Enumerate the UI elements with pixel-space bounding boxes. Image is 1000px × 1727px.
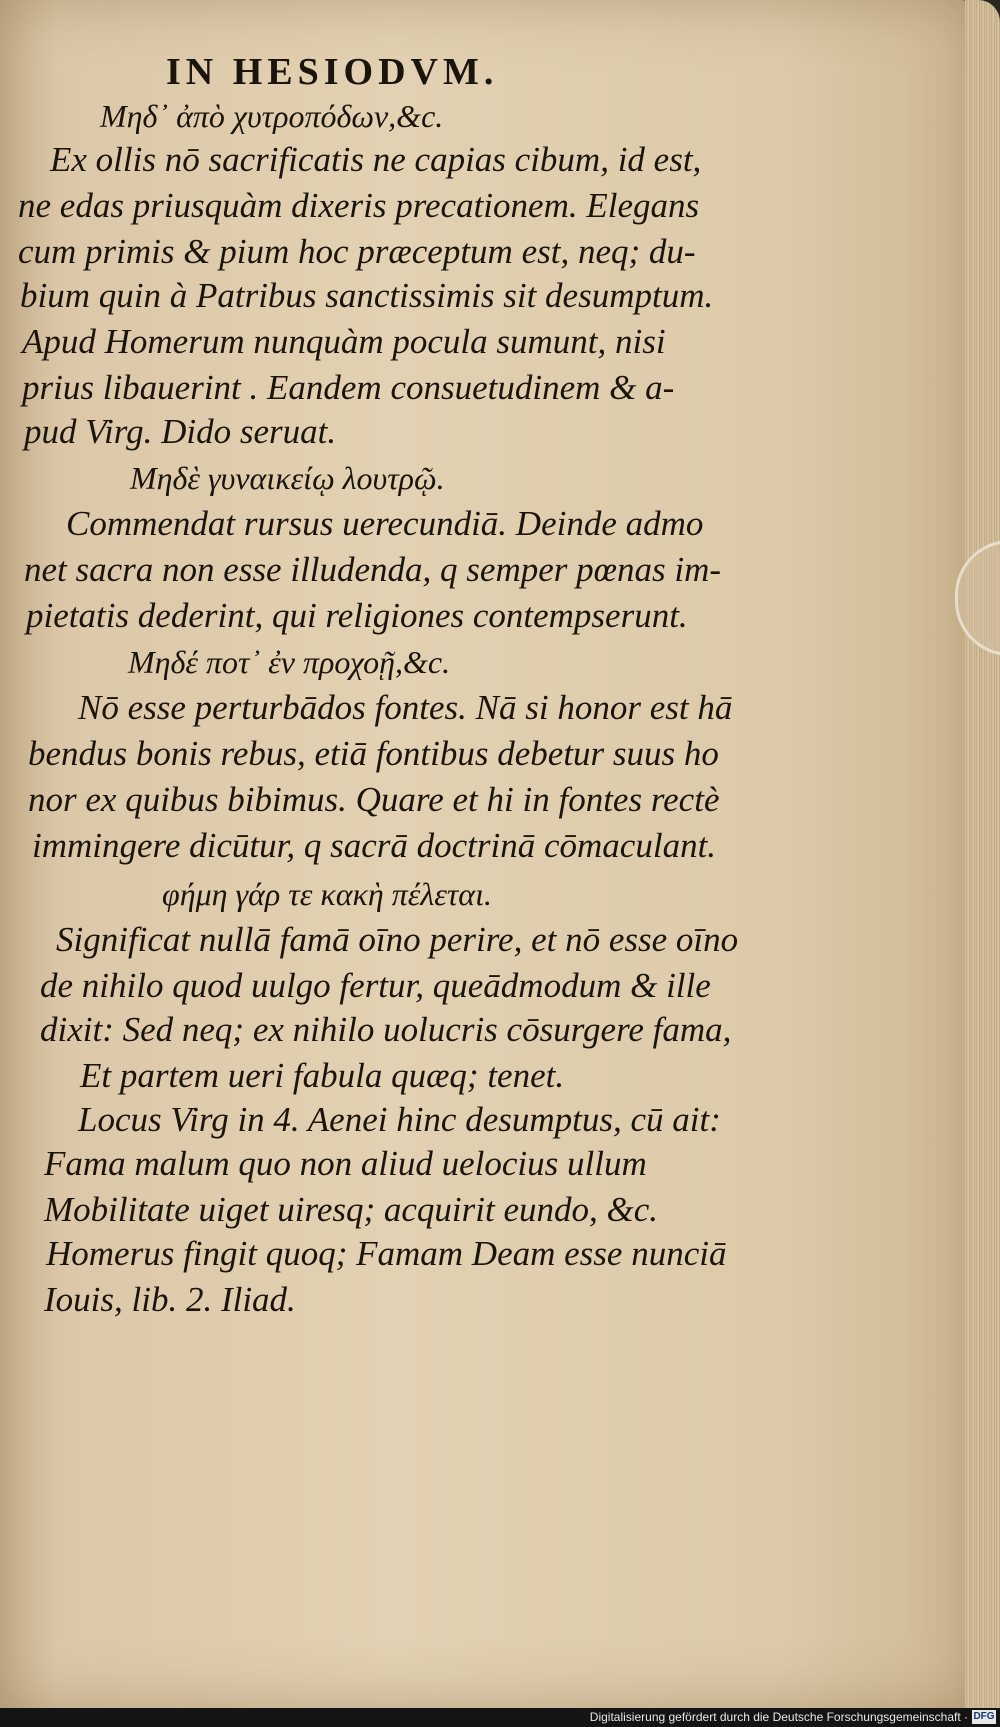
text-line: immingere dicūtur, q sacrā doctrinā cōmaculant. bbox=[32, 826, 717, 865]
text-line: net sacra non esse illudenda, q semper pœnas im- bbox=[24, 550, 722, 589]
text-line: pud Virg. Dido seruat. bbox=[24, 412, 337, 451]
funding-credit: Digitalisierung gefördert durch die Deutsche Forschungsgemeinschaft · bbox=[589, 1710, 968, 1724]
text-line: Et partem ueri fabula quæq; tenet. bbox=[80, 1056, 565, 1095]
greek-lemma: φήμη γάρ τε κακὴ πέλεται. bbox=[162, 876, 492, 912]
dfg-logo: DFG bbox=[973, 1711, 995, 1722]
text-line: Commendat rursus uerecundiā. Deinde admo bbox=[66, 504, 704, 543]
greek-lemma: Μηδέ ποτ᾽ ἐν προχοῇ,&c. bbox=[128, 644, 451, 680]
text-line: de nihilo quod uulgo fertur, queādmodum & ille bbox=[40, 966, 711, 1005]
text-line: pietatis dederint, qui religiones contempserunt. bbox=[26, 596, 688, 635]
text-line: Iouis, lib. 2. Iliad. bbox=[44, 1280, 296, 1319]
text-line: Mobilitate uiget uiresq; acquirit eundo, &c. bbox=[44, 1190, 659, 1229]
page-edges bbox=[965, 0, 1000, 1708]
text-line: Homerus fingit quoq; Famam Deam esse nunciā bbox=[46, 1234, 727, 1273]
text-line: Ex ollis nō sacrificatis ne capias cibum, id est, bbox=[50, 140, 702, 179]
text-line: prius libauerint . Eandem consuetudinem & a- bbox=[22, 368, 675, 407]
running-header: IN HESIODVM. bbox=[166, 51, 499, 93]
text-line: bium quin à Patribus sanctissimis sit desumptum. bbox=[20, 276, 714, 315]
text-line: Locus Virg in 4. Aenei hinc desumptus, cū ait: bbox=[78, 1100, 721, 1139]
greek-lemma: Μηδὲ γυναικείῳ λουτρῷ. bbox=[130, 460, 445, 496]
text-line: nor ex quibus bibimus. Quare et hi in fontes rectè bbox=[28, 780, 720, 819]
text-line: Apud Homerum nunquàm pocula sumunt, nisi bbox=[22, 322, 666, 361]
text-line: bendus bonis rebus, etiā fontibus debetur suus ho bbox=[28, 734, 719, 773]
text-line: dixit: Sed neq; ex nihilo uolucris cōsurgere fama, bbox=[40, 1010, 732, 1049]
text-line: Significat nullā famā oīno perire, et nō esse oīno bbox=[56, 920, 739, 959]
greek-lemma: Μηδ᾽ ἀπὸ χυτροπόδων,&c. bbox=[100, 98, 444, 134]
text-line: Nō esse perturbādos fontes. Nā si honor est hā bbox=[78, 688, 733, 727]
text-line: cum primis & pium hoc præceptum est, neq; du- bbox=[18, 232, 696, 271]
text-line: ne edas priusquàm dixeris precationem. Elegans bbox=[18, 186, 700, 225]
text-line: Fama malum quo non aliud uelocius ullum bbox=[44, 1144, 647, 1183]
